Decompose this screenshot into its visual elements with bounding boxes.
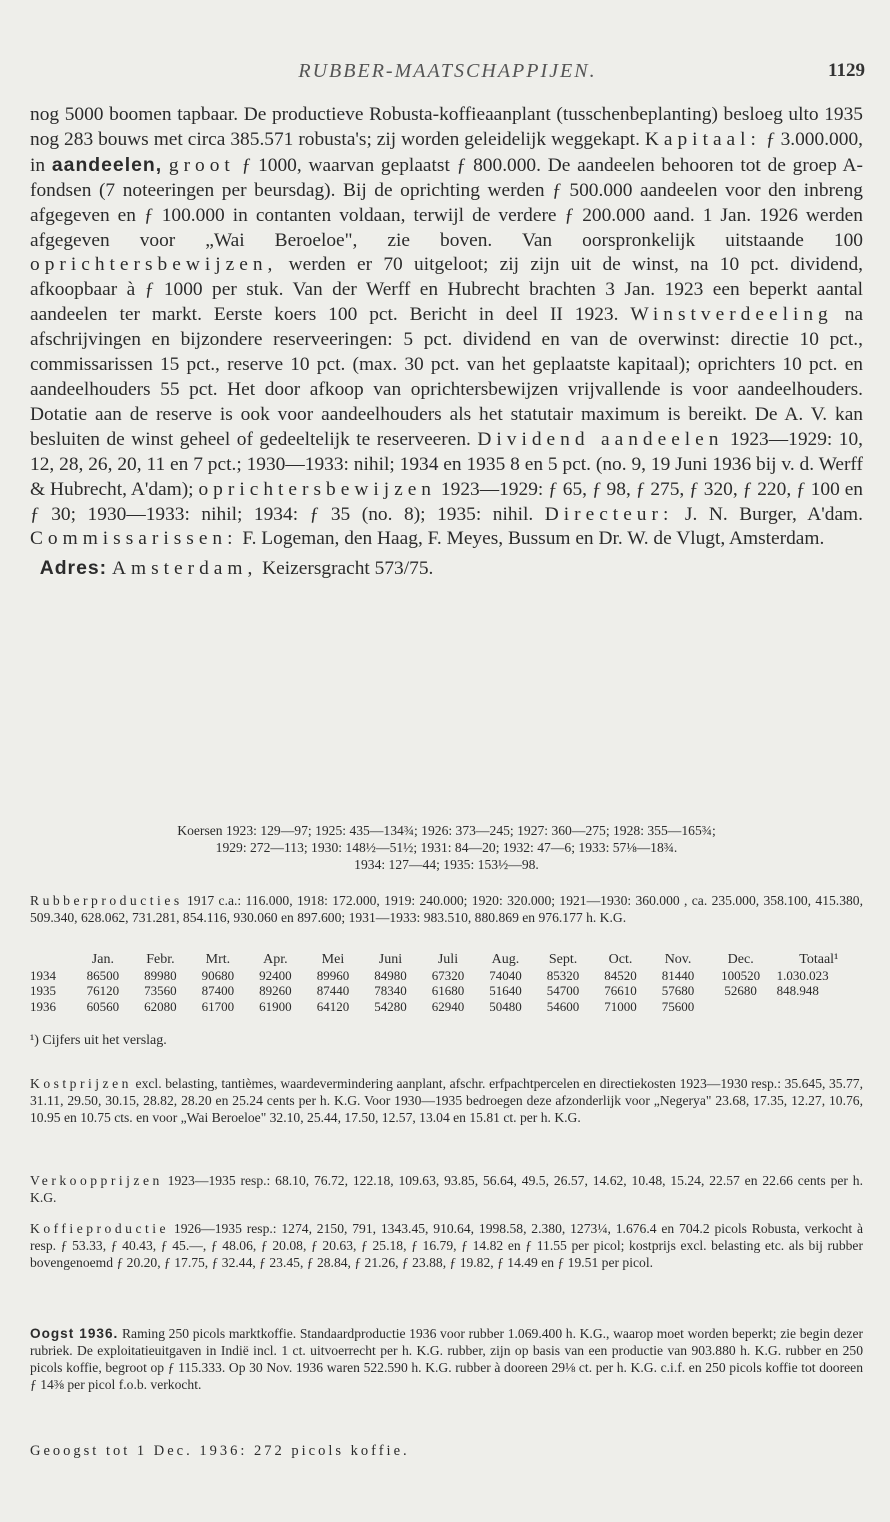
- production-table: [30, 952, 863, 1014]
- table-cell: 50480: [489, 998, 522, 1014]
- geoogst-line: Geoogst tot 1 Dec. 1936: 272 picols koffie.: [30, 1443, 410, 1459]
- koffieproductie-block: [30, 1220, 863, 1271]
- table-cell: 61900: [259, 998, 292, 1014]
- koffieproductie-text: 1926—1935 resp.: 1274, 2150, 791, 1343.45, 910.64, 1998.58, 2.380, 1273¼, 1.676.4 en 704.2 picols Robusta, verkocht à resp. ƒ 53.33, ƒ 40.43, ƒ 45.—, ƒ 48.06, ƒ 20.08, ƒ 20.63, ƒ 25.18, ƒ 16.79, ƒ 14.82 en ƒ 11.55 per picol; kostprijs excl. belasting etc. als bij rubber bovengenoemd ƒ 20.20, ƒ 17.75, ƒ 32.44, ƒ 23.45, ƒ 28.84, ƒ 21.26, ƒ 23.88, ƒ 19.82, ƒ 14.49 en ƒ 19.51 per picol.: [30, 1221, 863, 1270]
- column-header: Dec.: [727, 952, 754, 967]
- column-header: Mei: [321, 952, 345, 967]
- column-header: Aug.: [491, 952, 520, 967]
- rubberproducties-block: [30, 892, 863, 926]
- oogst-label: Oogst 1936.: [30, 1326, 119, 1341]
- table-cell: 89260: [259, 983, 292, 998]
- table-cell: 71000: [604, 998, 637, 1014]
- table-cell: [707, 999, 775, 1015]
- column-header: Oct.: [608, 952, 633, 967]
- table-cell: 92400: [259, 967, 292, 983]
- kostprijzen-text: excl. belasting, tantièmes, waardevermindering aanplant, afschr. erfpachtpercelen en directiekosten 1923—1930 resp.: 35.645, 35.77, 31.11, 29.50, 30.15, 28.82, 28.20 en 25.24 cents per h. K.G. Voor 1930—1935 bedroegen deze afzonderlijk voor „Negerya" 23.68, 17.35, 12.27, 10.76, 10.95 en 10.75 cts. en voor „Wai Beroeloe" 32.10, 25.44, 17.50, 12.57, 13.04 en 15.81 ct. per h. K.G.: [30, 1076, 863, 1125]
- koersen-block: [30, 822, 863, 873]
- winstverdeeling-label: Winstverdeeling: [630, 304, 833, 326]
- table-cell: [775, 999, 863, 1015]
- verkoopprijzen-text: 1923—1935 resp.: 68.10, 76.72, 122.18, 109.63, 93.85, 56.64, 49.5, 26.57, 14.62, 10.48, 15.24, 22.57 en 22.66 cents per h. K.G.: [30, 1173, 863, 1205]
- rubberproducties-label: Rubberproducties: [30, 893, 183, 908]
- groot-label: groot: [168, 154, 235, 176]
- kostprijzen-label: Kostprijzen: [30, 1076, 132, 1091]
- text-oprichtersbewijzen: werden er 70 uitgeloot; zij zijn uit de winst, na 10 pct. dividend, afkoopbaar à ƒ 1000 per stuk. Van der Werff en Hubrecht brachten 3 Jan. 1923 een beperkt aantal aandeelen ter markt. Eerste koers 100 pct. Bericht in deel II 1923.: [30, 254, 863, 326]
- table-cell: 1936: [30, 998, 56, 1014]
- table-cell: 84520: [604, 967, 637, 983]
- koffieproductie-label: Koffieproductie: [30, 1221, 170, 1236]
- verkoopprijzen-label: Verkoopprijzen: [30, 1173, 163, 1188]
- table-cell: 89980: [144, 967, 177, 983]
- table-cell: 62940: [431, 998, 465, 1014]
- table-cell: 54700: [546, 983, 580, 998]
- table-cell: 90680: [201, 967, 235, 983]
- table-cell: 62080: [144, 998, 177, 1014]
- koersen-line: 1934: 127—44; 1935: 153½—98.: [354, 857, 539, 872]
- footnote: ¹) Cijfers uit het verslag.: [30, 1033, 167, 1048]
- table-cell: 100520: [721, 967, 761, 983]
- text-commissarissen: F. Logeman, den Haag, F. Meyes, Bussum en Dr. W. de Vlugt, Amsterdam.: [237, 528, 825, 550]
- table-cell: 60560: [86, 998, 120, 1014]
- table-cell: 52680: [724, 983, 757, 998]
- column-header: Sept.: [548, 952, 578, 967]
- table-cell: 54600: [546, 998, 580, 1014]
- oprichtersbewijzen-dividend-label: oprichtersbewijzen: [198, 478, 437, 500]
- kostprijzen-block: [30, 1075, 863, 1126]
- column-header: [30, 952, 74, 968]
- address-street: Keizersgracht 573/75.: [257, 558, 434, 580]
- column-header: Juni: [378, 952, 403, 967]
- table-cell: 81440: [661, 967, 695, 983]
- table-cell: 89960: [316, 967, 350, 983]
- table-row: [30, 983, 863, 999]
- kapitaal-label: Kapitaal:: [644, 128, 761, 150]
- table-cell: 64120: [316, 998, 350, 1014]
- text-kapitaal: ƒ 3.000.000, in: [30, 128, 863, 176]
- column-header: Febr.: [146, 952, 175, 967]
- column-header: Nov.: [664, 952, 692, 967]
- table-cell: 86500: [86, 967, 120, 983]
- table-cell: 61700: [201, 998, 235, 1014]
- text-space: [162, 155, 169, 176]
- table-cell: 54280: [374, 998, 407, 1014]
- table-cell: 51640: [489, 983, 522, 998]
- table-cell: 61680: [431, 983, 465, 998]
- text-directeur: J. N. Burger, A'dam.: [673, 503, 863, 525]
- table-header-row: [30, 952, 863, 968]
- column-header: Totaal¹: [799, 952, 839, 967]
- table-cell: 76610: [604, 983, 637, 998]
- table-cell: 78340: [374, 983, 407, 998]
- text-oprichters-dividend: 1923—1929: ƒ 65, ƒ 98, ƒ 275, ƒ 320, ƒ 220, ƒ 100 en ƒ 30; 1930—1933: nihil; 1934: ƒ 35 (no. 8); 1935: nihil.: [30, 478, 863, 525]
- page-number: 1129: [828, 60, 865, 81]
- table-row: [30, 999, 863, 1015]
- koersen-line: Koersen 1923: 129—97; 1925: 435—134¾; 1926: 373—245; 1927: 360—275; 1928: 355—165¾;: [177, 823, 716, 838]
- oprichtersbewijzen-label: oprichtersbewijzen,: [30, 254, 278, 276]
- main-paragraph: [30, 103, 863, 552]
- dividend-label: Dividend aandeelen: [477, 428, 724, 450]
- address-line: [30, 556, 863, 582]
- table-cell: 84980: [374, 967, 407, 983]
- company-description: [30, 103, 863, 582]
- table-cell: 73560: [144, 983, 177, 998]
- table-cell: 57680: [661, 983, 695, 998]
- text-dividend: 1923—1929: 10, 12, 28, 26, 20, 11 en 7 pct.; 1930—1933: nihil; 1934 en 1935 8 en 5 pct. (no. 9, 19 Juni 1936 bij v. d. Werff & Hubrecht, A'dam);: [30, 428, 863, 500]
- text-winstverdeeling: na afschrijvingen en bijzondere reserveeringen: 5 pct. dividend en van de overwinst: directie 10 pct., commissarissen 15 pct., reserve 10 pct. (max. 30 pct. van het geplaatste kapitaal); oprichters 10 pct. en aandeelhouders 55 pct. Het door afkoop van oprichtersbewijzen vrijvallende is voor aandeelhouders. Dotatie aan de reserve is ook voor aandeelhouders als het statutair maximum is bereikt. De A. V. kan besluiten de winst geheel of gedeeltelijk te reserveeren.: [30, 304, 863, 450]
- text-intro: nog 5000 boomen tapbaar. De productieve Robusta-koffieaanplant (tusschenbeplanting) besloeg ulto 1935 nog 283 bouws met circa 385.571 robusta's; zij worden geleidelijk weggekapt.: [30, 104, 863, 150]
- koersen-line: 1929: 272—113; 1930: 148½—51½; 1931: 84—20; 1932: 47—6; 1933: 57⅛—18¾.: [215, 840, 678, 855]
- address-label: Adres:: [39, 557, 108, 580]
- table-cell: 76120: [86, 983, 120, 998]
- column-header: Jan.: [91, 952, 114, 967]
- table-cell: 87400: [201, 983, 235, 998]
- table-cell: 1.030.023: [776, 967, 829, 983]
- table-cell: 1935: [30, 983, 56, 998]
- text-aandeelen: ƒ 1000, waarvan geplaatst ƒ 800.000. De aandeelen behooren tot de groep A-fondsen (7 noteeringen per beursdag). Bij de oprichting werden ƒ 500.000 aandeelen voor den inbreng afgegeven en ƒ 100.000 in contanten voldaan, terwijl de verdere ƒ 200.000 aand. 1 Jan. 1926 werden afgegeven voor „Wai Beroeloe", zie boven. Van oorspronkelijk uitstaande 100: [30, 154, 863, 251]
- column-header: Mrt.: [205, 952, 231, 967]
- table-cell: 1934: [30, 967, 56, 983]
- column-header: Juli: [437, 952, 459, 967]
- page-header: [30, 60, 865, 90]
- running-title: RUBBER-MAATSCHAPPIJEN.: [298, 60, 597, 82]
- directeur-label: Directeur:: [544, 503, 674, 525]
- table-cell: 75600: [661, 998, 695, 1014]
- table-cell: 87440: [316, 983, 350, 998]
- aandeelen-label: aandeelen,: [51, 153, 163, 176]
- table-row: [30, 968, 863, 984]
- column-header: Apr.: [263, 952, 288, 967]
- oogst-block: [30, 1325, 863, 1393]
- verkoopprijzen-block: [30, 1172, 863, 1206]
- table-cell: 67320: [431, 967, 465, 983]
- address-city: Amsterdam,: [111, 558, 258, 580]
- table-cell: 85320: [546, 967, 580, 983]
- table-cell: 848.948: [776, 983, 819, 998]
- oogst-text: Raming 250 picols marktkoffie. Standaardproductie 1936 voor rubber 1.069.400 h. K.G., waarop moet worden beperkt; zie begin dezer rubriek. De exploitatieuitgaven in Indië incl. 1 ct. uitvoerrecht per h. K.G. rubber, zijn op basis van een productie van 903.880 h. K.G. rubber en 250 picols koffie, begroot op ƒ 115.333. Op 30 Nov. 1936 waren 522.590 h. K.G. rubber à dooreen 29⅛ ct. per h. K.G. c.i.f. en 250 picols koffie tot dooreen ƒ 14⅜ per picol f.o.b. verkocht.: [30, 1326, 864, 1392]
- rubberproducties-text: 1917 c.a.: 116.000, 1918: 172.000, 1919: 240.000; 1920: 320.000; 1921—1930: 360.000 , ca. 235.000, 358.100, 415.380, 509.340, 628.062, 731.281, 854.116, 930.060 en 897.600; 1931—1933: 983.510, 880.869 en 976.177 h. K.G.: [30, 893, 863, 925]
- commissarissen-label: Commissarissen:: [30, 528, 238, 550]
- table-cell: 74040: [489, 967, 522, 983]
